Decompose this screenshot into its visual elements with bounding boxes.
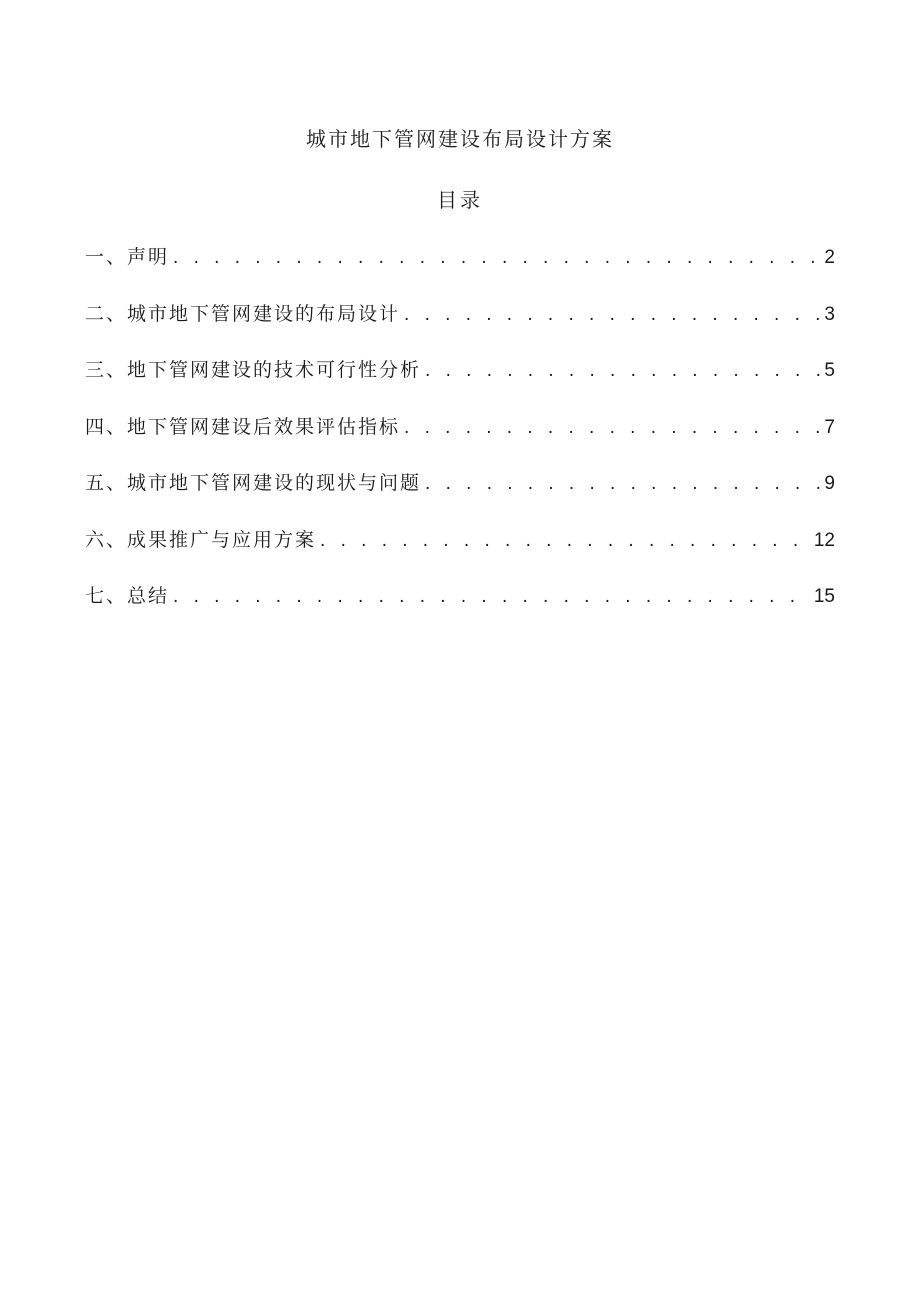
toc-dot-leader: [173, 243, 820, 273]
toc-entry-page: 5: [824, 360, 835, 381]
toc-entry-1[interactable]: [85, 242, 835, 299]
toc-entry-label: 三、地下管网建设的技术可行性分析: [85, 359, 422, 381]
toc-dot-leader: [404, 300, 820, 330]
toc-dot-leader: [320, 526, 810, 556]
toc-entry-label: 一、声明: [85, 246, 170, 268]
toc-entry-page: 9: [824, 473, 835, 494]
toc-entry-page: 12: [813, 529, 835, 551]
toc-entry-page: 2: [824, 247, 835, 268]
toc-entry-page: 7: [824, 416, 835, 438]
toc-heading: 目录: [437, 188, 483, 212]
toc-entry-label: 四、地下管网建设后效果评估指标: [85, 415, 401, 438]
toc-entry-label: 二、城市地下管网建设的布局设计: [85, 302, 401, 325]
toc-entry-4[interactable]: [85, 412, 835, 469]
toc-entry-7[interactable]: [85, 581, 835, 638]
toc-entry-page: 15: [813, 586, 835, 607]
toc-entry-6[interactable]: [85, 525, 835, 582]
document-title: 城市地下管网建设布局设计方案: [306, 127, 614, 151]
toc-dot-leader: [425, 356, 820, 386]
toc-dot-leader: [425, 469, 820, 499]
toc-entry-label: 五、城市地下管网建设的现状与问题: [85, 472, 422, 494]
toc-entry-label: 六、成果推广与应用方案: [85, 528, 317, 551]
table-of-contents: [85, 242, 835, 638]
toc-entry-page: 3: [824, 303, 835, 325]
toc-entry-2[interactable]: [85, 299, 835, 356]
toc-entry-5[interactable]: [85, 468, 835, 525]
toc-dot-leader: [173, 582, 810, 612]
toc-entry-label: 七、总结: [85, 585, 170, 607]
toc-dot-leader: [404, 413, 820, 443]
toc-entry-3[interactable]: [85, 355, 835, 412]
